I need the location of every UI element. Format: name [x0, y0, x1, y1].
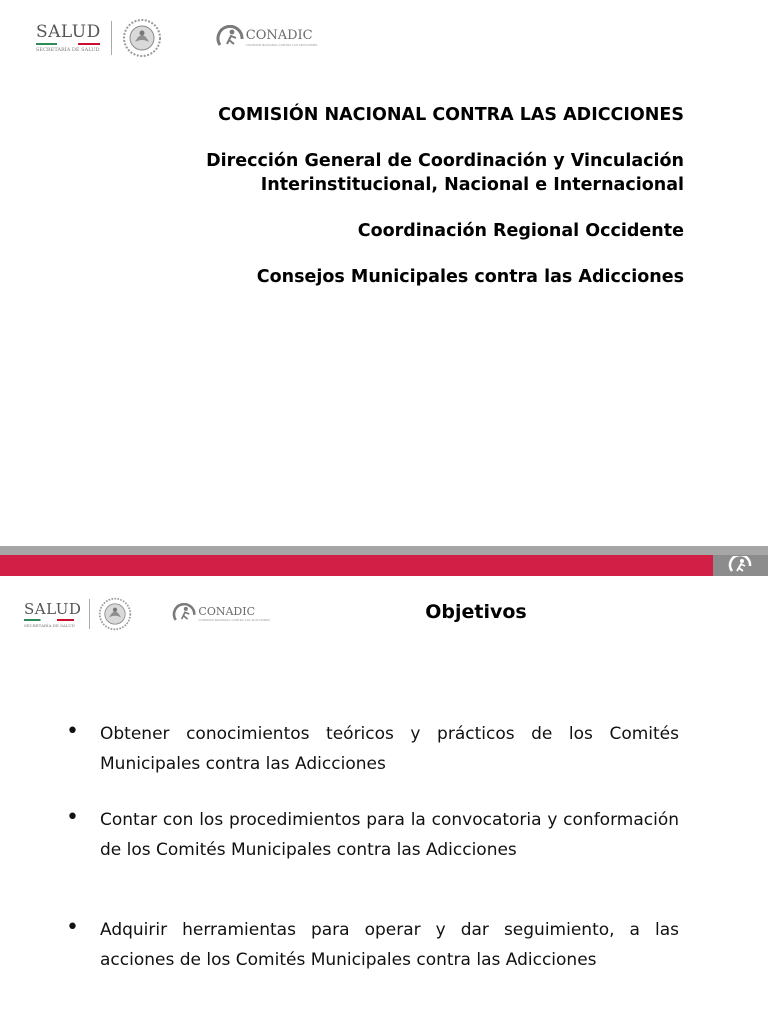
conadic-logo-word: CONADIC — [198, 605, 256, 618]
list-item — [64, 719, 679, 779]
mexico-seal-icon — [122, 18, 162, 58]
salud-logo-subtitle: SECRETARÍA DE SALUD — [24, 622, 75, 628]
organization-name: COMISIÓN NACIONAL CONTRA LAS ADICCIONES — [218, 105, 684, 125]
presentation-topic: Consejos Municipales contra las Adicciones — [256, 267, 684, 287]
objectives-slide — [0, 576, 768, 1024]
salud-logo-word: SALUD — [36, 22, 101, 42]
salud-logo-word: SALUD — [24, 599, 82, 618]
list-item — [64, 915, 679, 975]
list-item-text: Obtener conocimientos teóricos y prácticos de los Comités Municipales contra las Adicciones — [100, 724, 679, 774]
conadic-emblem-icon — [216, 25, 246, 51]
salud-logo-rule — [36, 43, 100, 45]
separator-gray-stripe — [0, 546, 768, 555]
conadic-logo-word: CONADIC — [245, 28, 313, 43]
list-item — [64, 805, 679, 865]
separator-red-stripe — [0, 555, 713, 576]
direction-line-2: Interinstitucional, Nacional e Internacional — [260, 175, 684, 195]
coordination-name: Coordinación Regional Occidente — [357, 221, 684, 241]
conadic-logo-subtitle: COMISIÓN NACIONAL CONTRA LAS ADICCIONES — [198, 618, 271, 622]
bullet-icon: • — [66, 915, 79, 940]
list-item-text: Adquirir herramientas para operar y dar seguimiento, a las acciones de los Comités Municipales contra las Adicciones — [100, 920, 679, 970]
bullet-icon: • — [66, 805, 79, 830]
slide-separator-band — [0, 546, 768, 576]
conadic-logo — [216, 25, 318, 51]
list-item-text: Contar con los procedimientos para la convocatoria y conformación de los Comités Municipales contra las Adicciones — [100, 810, 679, 860]
conadic-badge-icon — [713, 555, 768, 576]
salud-logo — [36, 23, 101, 53]
header-logos — [36, 16, 317, 60]
bullet-icon: • — [66, 719, 79, 744]
salud-logo-subtitle: SECRETARÍA DE SALUD — [36, 47, 100, 53]
conadic-logo-subtitle: COMISIÓN NACIONAL CONTRA LAS ADICCIONES — [245, 43, 318, 47]
slide-title: Objetivos — [425, 601, 527, 623]
direction-line-1: Dirección General de Coordinación y Vinculación — [206, 151, 684, 171]
logo-divider — [111, 21, 112, 55]
